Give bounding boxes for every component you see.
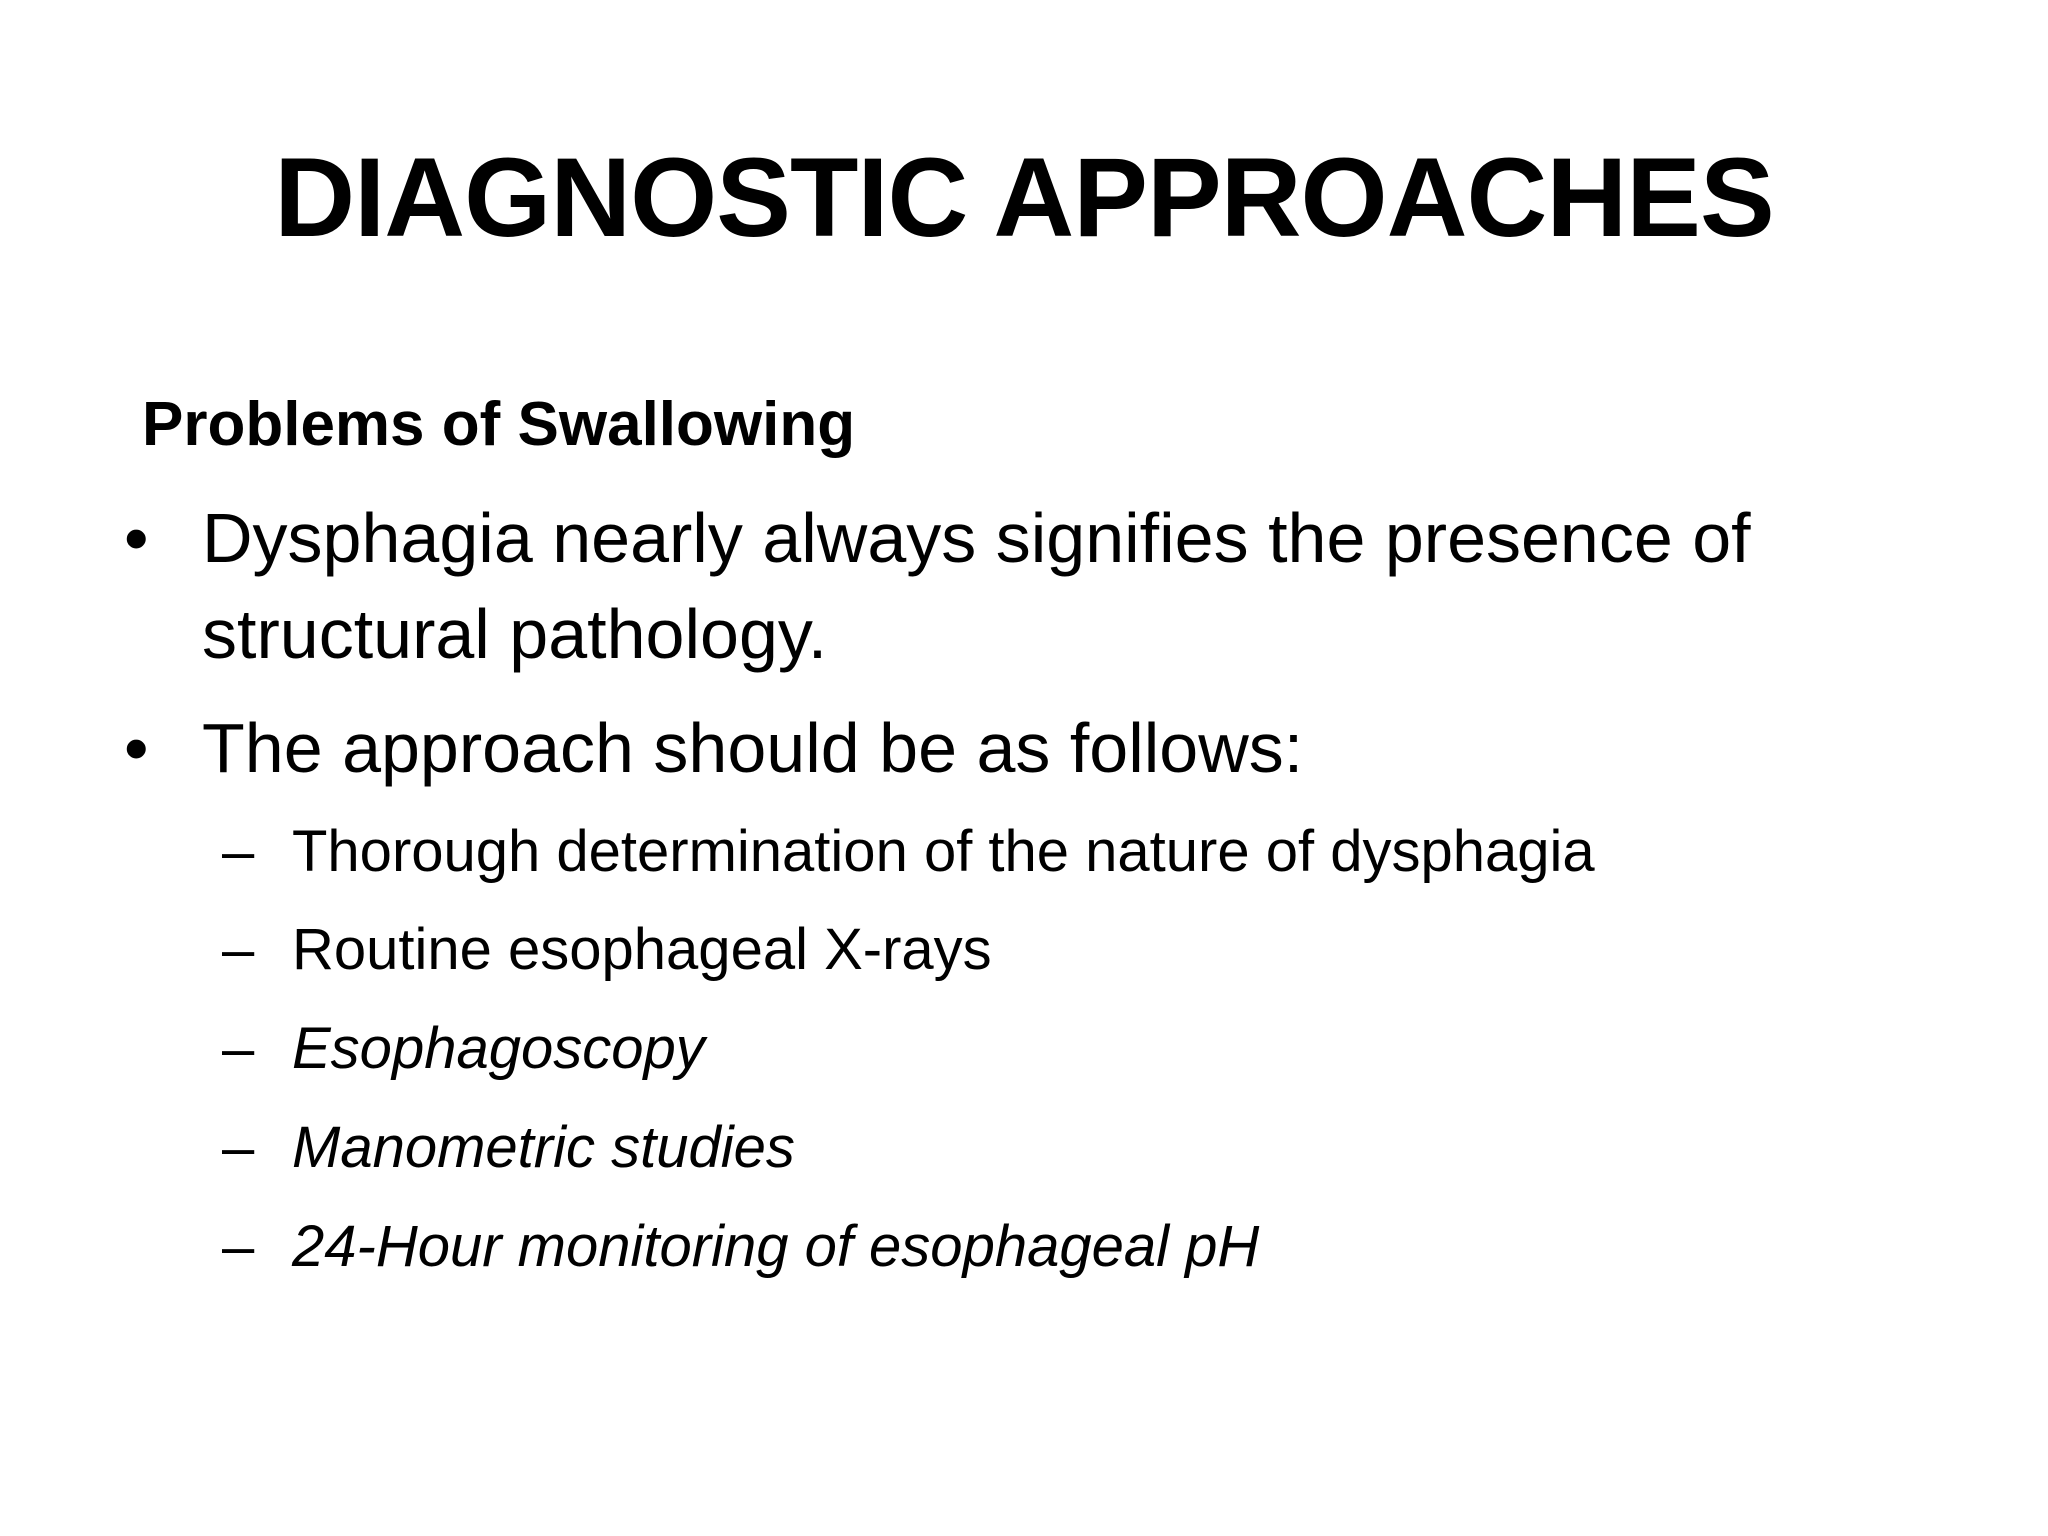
- sub-bullet-text: Manometric studies: [292, 1115, 795, 1180]
- bullet-item: [124, 700, 1902, 796]
- sub-bullet-marker: –: [222, 1214, 255, 1279]
- sub-bullet-item: [222, 910, 1942, 990]
- sub-bullet-text: Esophagoscopy: [292, 1016, 705, 1081]
- slide-title: DIAGNOSTIC APPROACHES: [274, 135, 1774, 260]
- sub-bullet-item: [222, 1207, 1942, 1287]
- bullet-text: The approach should be as follows:: [202, 709, 1304, 787]
- sub-bullet-item: [222, 812, 1942, 892]
- sub-bullet-item: [222, 1009, 1942, 1089]
- sub-bullet-marker: –: [222, 1016, 255, 1081]
- bullet-item: [124, 490, 1902, 682]
- bullet-marker: •: [124, 709, 149, 787]
- sub-bullet-text: 24-Hour monitoring of esophageal pH: [292, 1214, 1260, 1279]
- sub-bullet-item: [222, 1108, 1942, 1188]
- subheading: Problems of Swallowing: [142, 390, 856, 459]
- sub-bullet-text: Thorough determination of the nature of dysphagia: [292, 819, 1595, 884]
- sub-bullet-marker: –: [222, 819, 255, 884]
- bullet-text: Dysphagia nearly always signifies the presence of structural pathology.: [202, 499, 1751, 673]
- sub-bullet-marker: –: [222, 917, 255, 982]
- sub-bullet-marker: –: [222, 1115, 255, 1180]
- sub-bullet-text: Routine esophageal X-rays: [292, 917, 992, 982]
- bullet-marker: •: [124, 499, 149, 577]
